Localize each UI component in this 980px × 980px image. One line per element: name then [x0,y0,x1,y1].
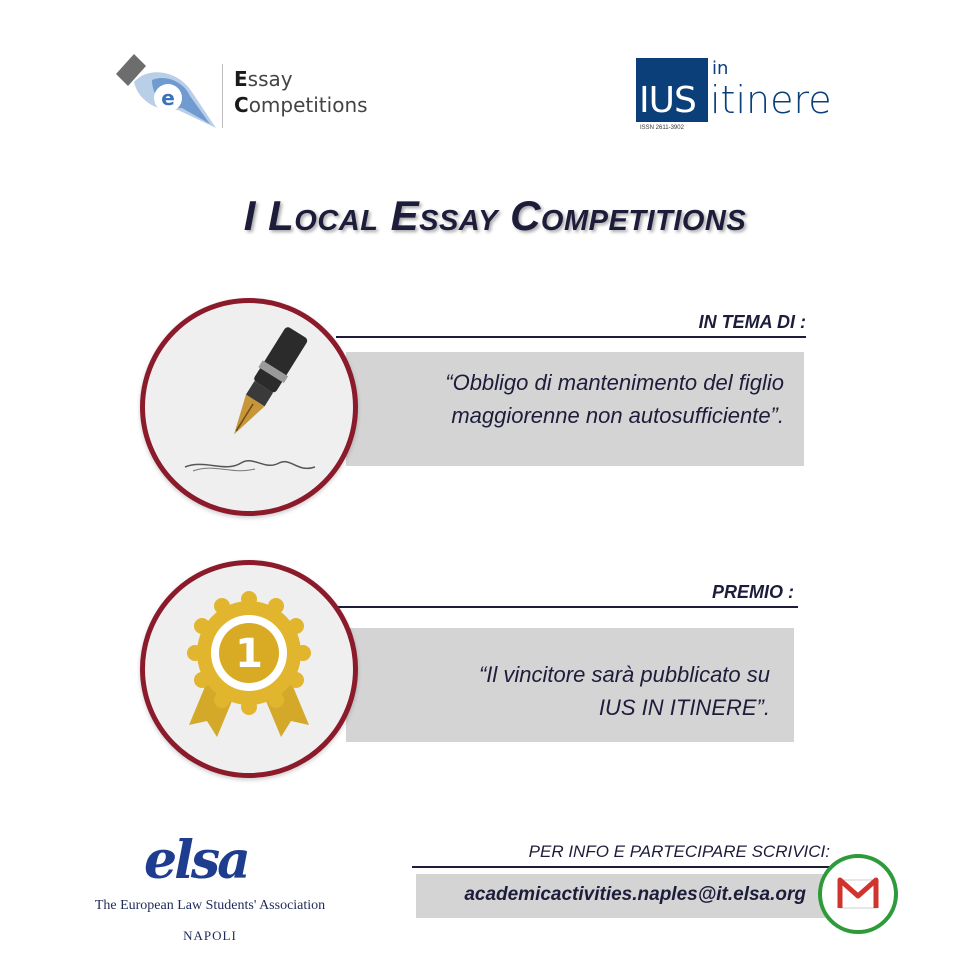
logo-divider [222,64,223,128]
issn-text: ISSN 2611-3902 [640,125,684,131]
prize-text [346,658,770,724]
elsa-city: NAPOLI [183,928,237,943]
prize-text-line1: “Il vincitore sarà pubblicato su [478,662,770,687]
topic-heading: IN TEMA DI : [698,312,806,332]
prize-circle [140,560,358,778]
topic-circle [140,298,358,516]
topic-underline [336,336,806,338]
gmail-icon[interactable] [818,854,898,934]
svg-text:e: e [161,86,175,110]
ius-text: IUS [639,80,696,121]
ius-box [636,58,708,122]
contact-heading: PER INFO E PARTECIPARE SCRIVICI: [528,842,830,861]
prize-heading: PREMIO : [711,582,794,602]
contact-email[interactable]: academicactivities.naples@it.elsa.org [464,884,806,905]
prize-text-line2: IUS IN ITINERE”. [598,695,770,720]
first-place-medal-icon [145,565,353,773]
topic-text-line1: “Obbligo di mantenimento del figlio [445,370,784,395]
pen-nib-logo-icon [112,52,220,138]
prize-underline [336,606,798,608]
essay-competitions-logo [112,52,372,138]
elsa-association-name: The European Law Students' Association [94,898,326,913]
medal-number: 1 [235,631,263,677]
essay-competitions-wordmark: Essay Competitions [234,67,368,117]
page-title: I Local Essay Competitions [243,192,747,239]
topic-text [346,366,784,432]
topic-text-line2: maggiorenne non autosufficiente”. [451,403,784,428]
itinere-text: itinere [710,78,832,122]
gmail-m-icon [822,858,894,930]
elsa-logo-wordmark: elsa [144,830,248,891]
fountain-pen-icon [145,303,353,511]
in-text: in [712,58,729,79]
ius-in-itinere-logo [636,58,836,138]
contact-underline [412,866,832,868]
